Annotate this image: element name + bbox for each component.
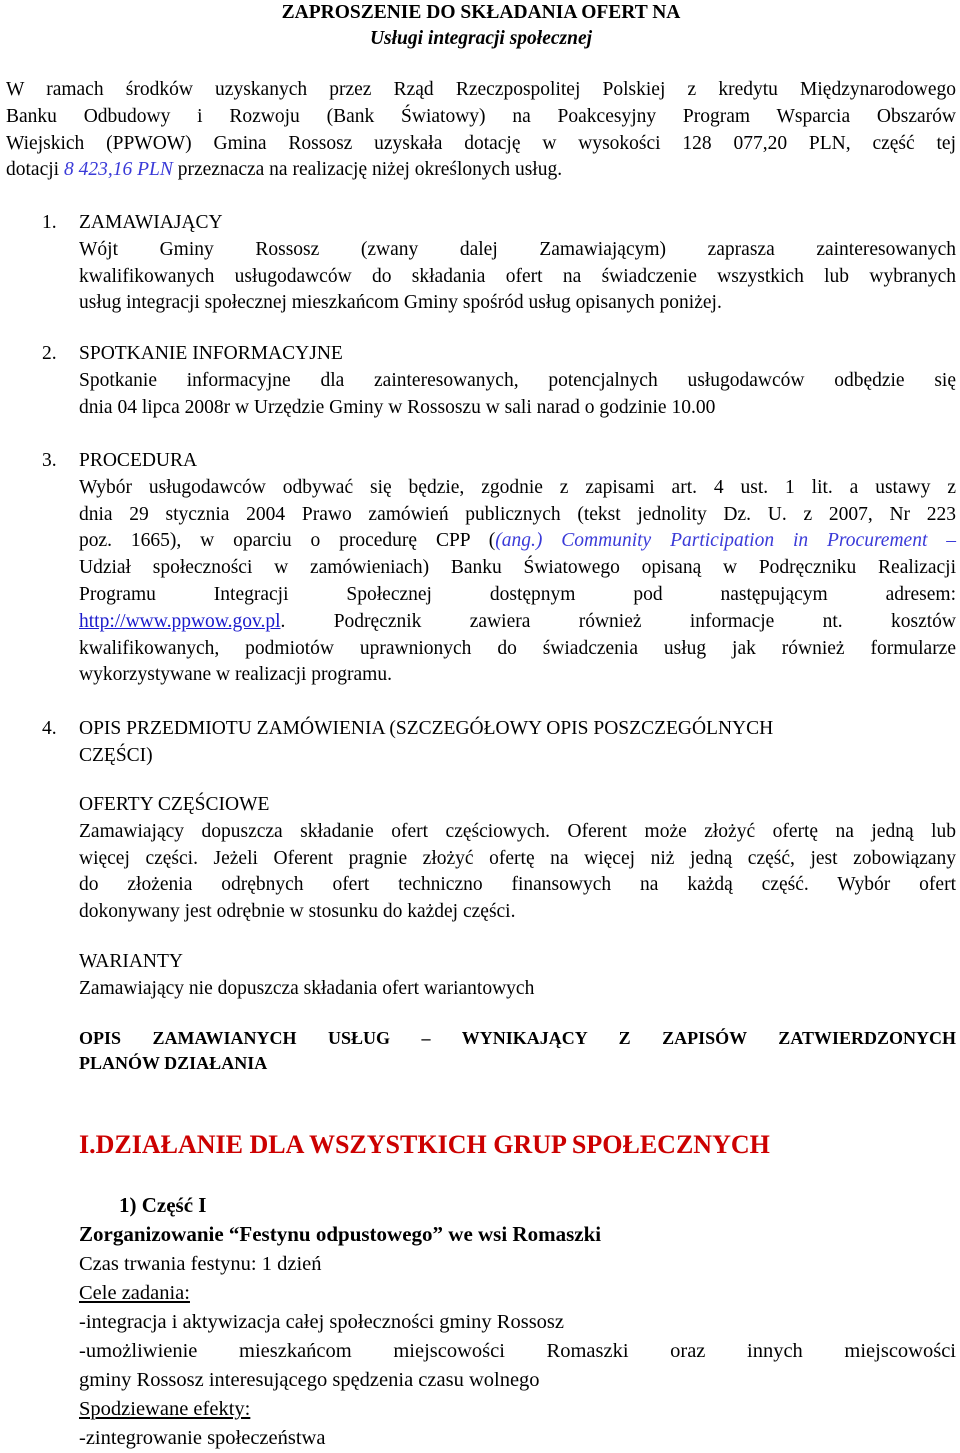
section-number: 2.: [42, 343, 57, 364]
section-4: [79, 716, 956, 770]
effects-label: Spodziewane efekty:: [79, 1398, 251, 1420]
section-number: 3.: [42, 450, 57, 471]
section-1: [79, 210, 956, 317]
title-text: ZAPROSZENIE DO SKŁADANIA OFERT NA: [281, 2, 681, 23]
procedure-text: . Podręcznik zawiera również informacje nt. kosztów: [280, 610, 956, 632]
action-heading: I.DZIAŁANIE DLA WSZYSTKICH GRUP SPOŁECZNYCH: [79, 1130, 770, 1159]
intro-line: W ramach środków uzyskanych przez Rząd Rzeczpospolitej Polskiej z kredytu Międzynarodowego: [6, 79, 956, 100]
bold-heading-line: PLANÓW DZIAŁANIA: [79, 1053, 268, 1073]
duration-line: Czas trwania festynu: 1 dzień: [79, 1253, 322, 1275]
subtitle-text: Usługi integracji społecznej: [369, 28, 593, 49]
intro-text: przeznacza na realizację niżej określonych usług.: [172, 159, 563, 181]
event-details: [79, 1250, 956, 1453]
procedure-text: poz. 1665), w oparciu o procedurę CPP (: [79, 530, 496, 552]
section-heading: PROCEDURA: [79, 450, 198, 471]
section-line: kwalifikowanych usługodawców do składania ofert na świadczenie wszystkich lub wybranych: [79, 265, 956, 287]
variants: [79, 949, 956, 1003]
intro-text: dotacji: [6, 159, 64, 181]
goals-label: Cele zadania:: [79, 1282, 190, 1304]
goal-item: -umożliwienie mieszkańcom miejscowości Romaszki oraz innych miejscowości: [79, 1340, 956, 1362]
bold-heading-line: OPIS ZAMAWIANYCH USŁUG – WYNIKAJĄCY Z ZAPISÓW ZATWIERDZONYCH: [79, 1028, 956, 1048]
section-line: Wójt Gminy Rossosz (zwany dalej Zamawiającym) zaprasza zainteresowanych: [79, 238, 956, 260]
section-line: dnia 29 stycznia 2004 Prawo zamówień publicznych (tekst jednolity Dz. U. z 2007, Nr 223: [79, 503, 956, 525]
section-line: wykorzystywane w realizacji programu.: [79, 664, 392, 686]
section-line: Wybór usługodawców odbywać się będzie, zgodnie z zapisami art. 4 ust. 1 lit. a ustawy z: [79, 476, 956, 498]
document-title: [6, 0, 956, 27]
goal-item-continued: gminy Rossosz interesującego spędzenia czasu wolnego: [79, 1369, 540, 1391]
section-line: więcej części. Jeżeli Oferent pragnie złożyć ofertę na więcej niż jedną część, jest zobowiązany: [79, 847, 956, 869]
section-line: [79, 609, 956, 636]
subsection-heading: WARIANTY: [79, 951, 183, 972]
part-label: 1) Część I: [119, 1193, 207, 1217]
ppwow-link[interactable]: http://www.ppwow.gov.pl: [79, 610, 281, 632]
intro-line: [6, 157, 956, 184]
section-heading: SPOTKANIE INFORMACYJNE: [79, 343, 343, 364]
section-line: Spotkanie informacyjne dla zainteresowanych, potencjalnych usługodawców odbędzie się: [79, 369, 956, 391]
procedure-name: (ang.) Community Participation in Procurement –: [495, 530, 956, 552]
section-heading: ZAMAWIAJĄCY: [79, 212, 223, 233]
section-line: Zamawiający nie dopuszcza składania ofert wariantowych: [79, 977, 535, 999]
goal-item: -integracja i aktywizacja całej społeczności gminy Rossosz: [79, 1311, 564, 1333]
section-line: Udział społeczności w zamówieniach) Banku Światowego opisaną w Podręczniku Realizacji: [79, 557, 956, 579]
event-title: Zorganizowanie “Festynu odpustowego” we wsi Romaszki: [79, 1222, 602, 1246]
section-number: 4.: [42, 718, 57, 739]
effect-item: -zintegrowanie społeczeństwa: [79, 1427, 326, 1449]
document-subtitle: [6, 26, 956, 53]
intro-paragraph: [6, 77, 956, 184]
intro-line: Banku Odbudowy i Rozwoju (Bank Światowy) na Poakcesyjny Program Wsparcia Obszarów: [6, 105, 956, 127]
partial-offers: [79, 792, 956, 926]
section-number: 1.: [42, 212, 57, 233]
section-line: do złożenia odrębnych ofert techniczno finansowych na każdą część. Wybór ofert: [79, 874, 956, 896]
section-line: kwalifikowanych, podmiotów uprawnionych do świadczenia usług jak również formularze: [79, 637, 956, 659]
section-line: dokonywany jest odrębnie w stosunku do każdej części.: [79, 901, 516, 923]
section-heading: OPIS PRZEDMIOTU ZAMÓWIENIA (SZCZEGÓŁOWY OPIS POSZCZEGÓLNYCH: [79, 718, 774, 739]
section-line: usług integracji społecznej mieszkańcom Gminy spośród usług opisanych poniżej.: [79, 292, 722, 314]
section-3: [79, 448, 956, 689]
grant-amount: 8 423,16 PLN: [63, 159, 173, 181]
section-line: dnia 04 lipca 2008r w Urzędzie Gminy w Rossoszu w sali narad o godzinie 10.00: [79, 396, 716, 418]
services-heading: [79, 1026, 956, 1076]
section-line: [79, 528, 956, 555]
subsection-heading: OFERTY CZĘŚCIOWE: [79, 794, 270, 815]
section-heading: CZĘŚCI): [79, 744, 153, 766]
section-line: Zamawiający dopuszcza składanie ofert częściowych. Oferent może złożyć ofertę na jedną lub: [79, 820, 956, 842]
intro-line: Wiejskich (PPWOW) Gmina Rossosz uzyskała dotację w wysokości 128 077,20 PLN, część tej: [6, 132, 956, 154]
section-2: [79, 341, 956, 421]
section-line: Programu Integracji Społecznej dostępnym pod następującym adresem:: [79, 583, 956, 605]
